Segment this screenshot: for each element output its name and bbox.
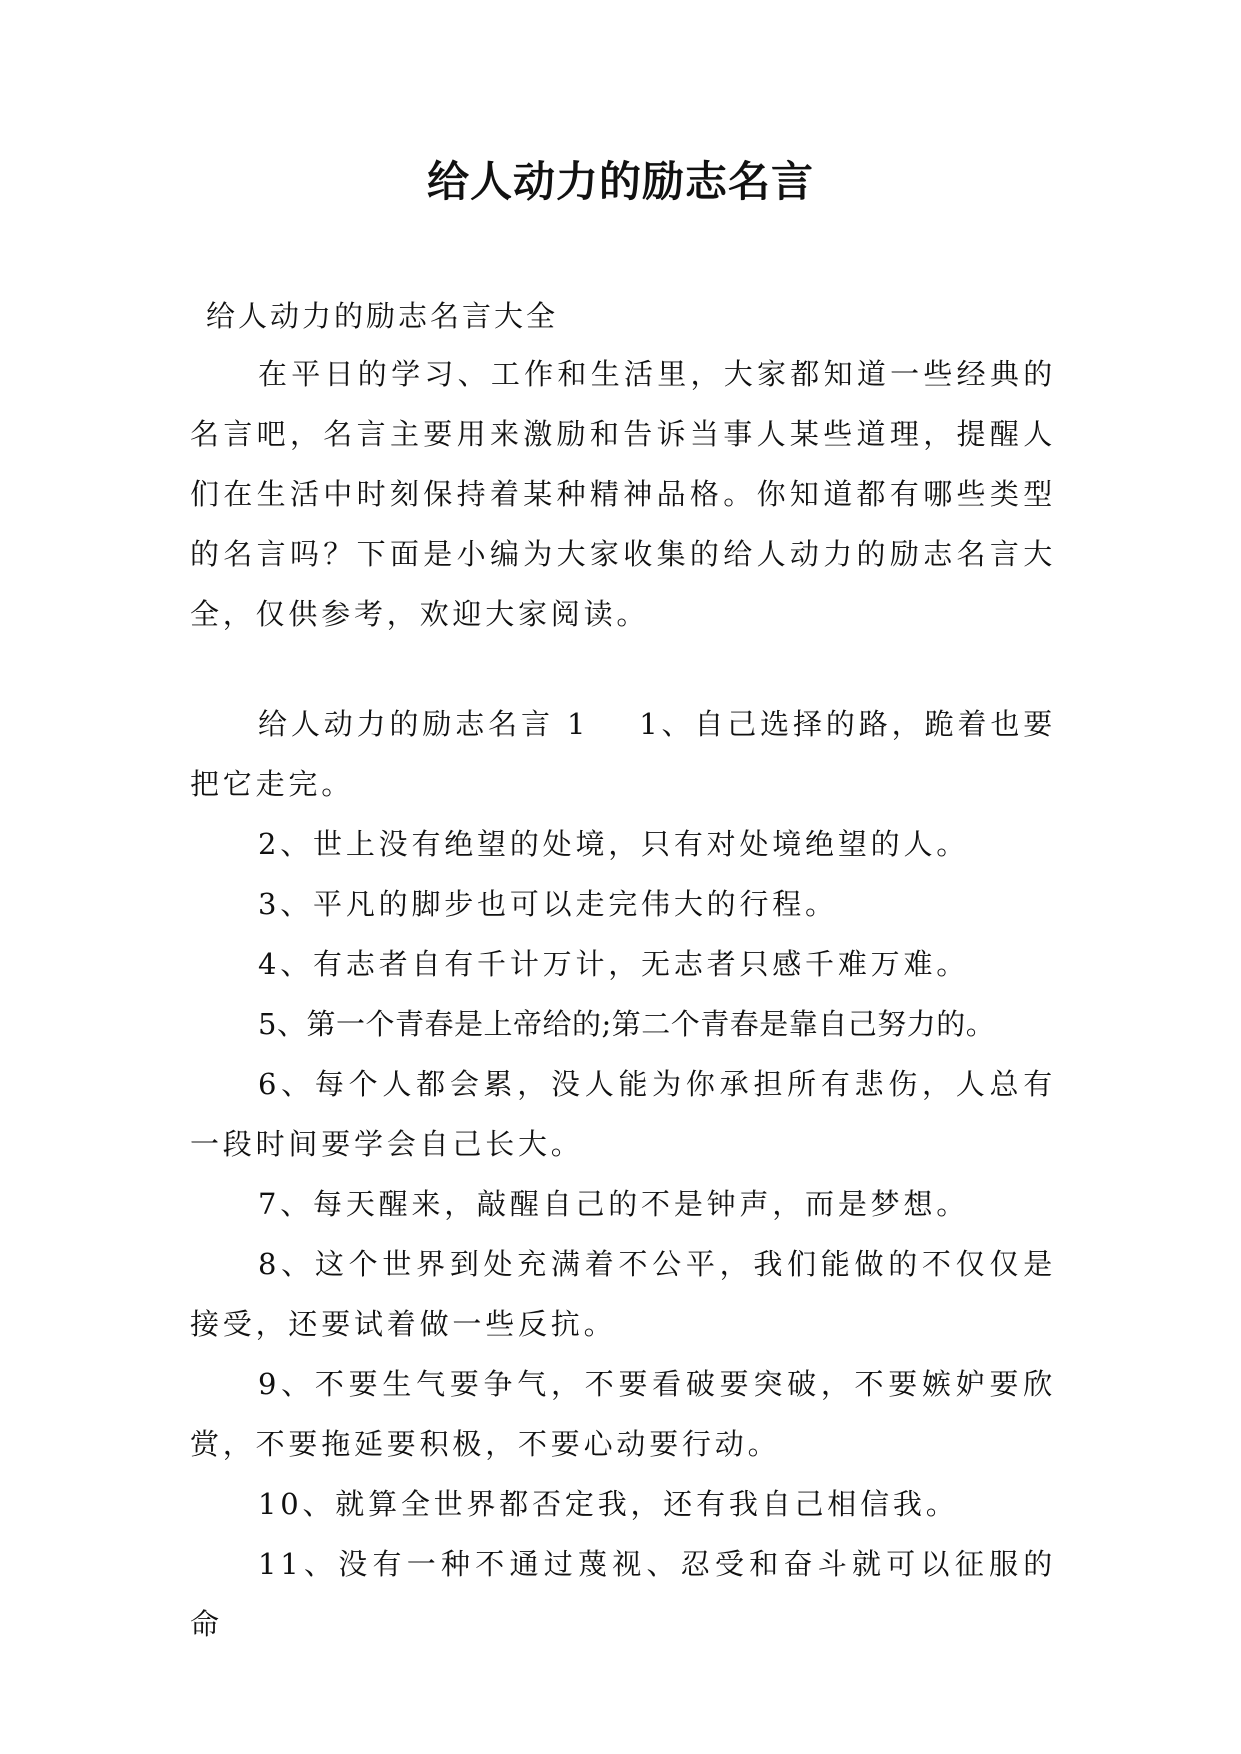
intro-paragraph: 在平日的学习、工作和生活里，大家都知道一些经典的名言吧，名言主要用来激励和告诉当事人某些道理，提醒人们在生活中时刻保持着某种精神品格。你知道都有哪些类型的名言吗？下面是小编为大家收集的给人动力的励志名言大全，仅供参考，欢迎大家阅读。 <box>190 357 1056 631</box>
document-subtitle: 给人动力的励志名言大全 <box>206 299 559 333</box>
quote-item: 9、不要生气要争气，不要看破要突破，不要嫉妒要欣赏，不要拖延要积极，不要心动要行动。 <box>190 1367 1056 1461</box>
quote-list <box>190 694 1056 1654</box>
document-title: 给人动力的励志名言 <box>426 157 814 206</box>
quote-text: 1、自己选择的路，跪着也要把它走完。 <box>190 707 1056 801</box>
quote-item: 6、每个人都会累，没人能为你承担所有悲伤，人总有一段时间要学会自己长大。 <box>190 1067 1056 1161</box>
section-heading: 给人动力的励志名言 1 <box>258 707 590 741</box>
quote-item: 5、第一个青春是上帝给的;第二个青春是靠自己努力的。 <box>258 1007 996 1041</box>
quote-item: 11、没有一种不通过蔑视、忍受和奋斗就可以征服的命 <box>190 1547 1056 1641</box>
quote-item: 3、平凡的脚步也可以走完伟大的行程。 <box>258 887 838 921</box>
quote-item: 8、这个世界到处充满着不公平，我们能做的不仅仅是接受，还要试着做一些反抗。 <box>190 1247 1056 1341</box>
quote-item: 10、就算全世界都否定我，还有我自己相信我。 <box>258 1487 959 1521</box>
quote-item: 2、世上没有绝望的处境，只有对处境绝望的人。 <box>258 827 970 861</box>
quote-item: 4、有志者自有千计万计，无志者只感千难万难。 <box>258 947 970 981</box>
quote-item: 7、每天醒来，敲醒自己的不是钟声，而是梦想。 <box>258 1187 970 1221</box>
quote-item <box>190 694 1056 814</box>
